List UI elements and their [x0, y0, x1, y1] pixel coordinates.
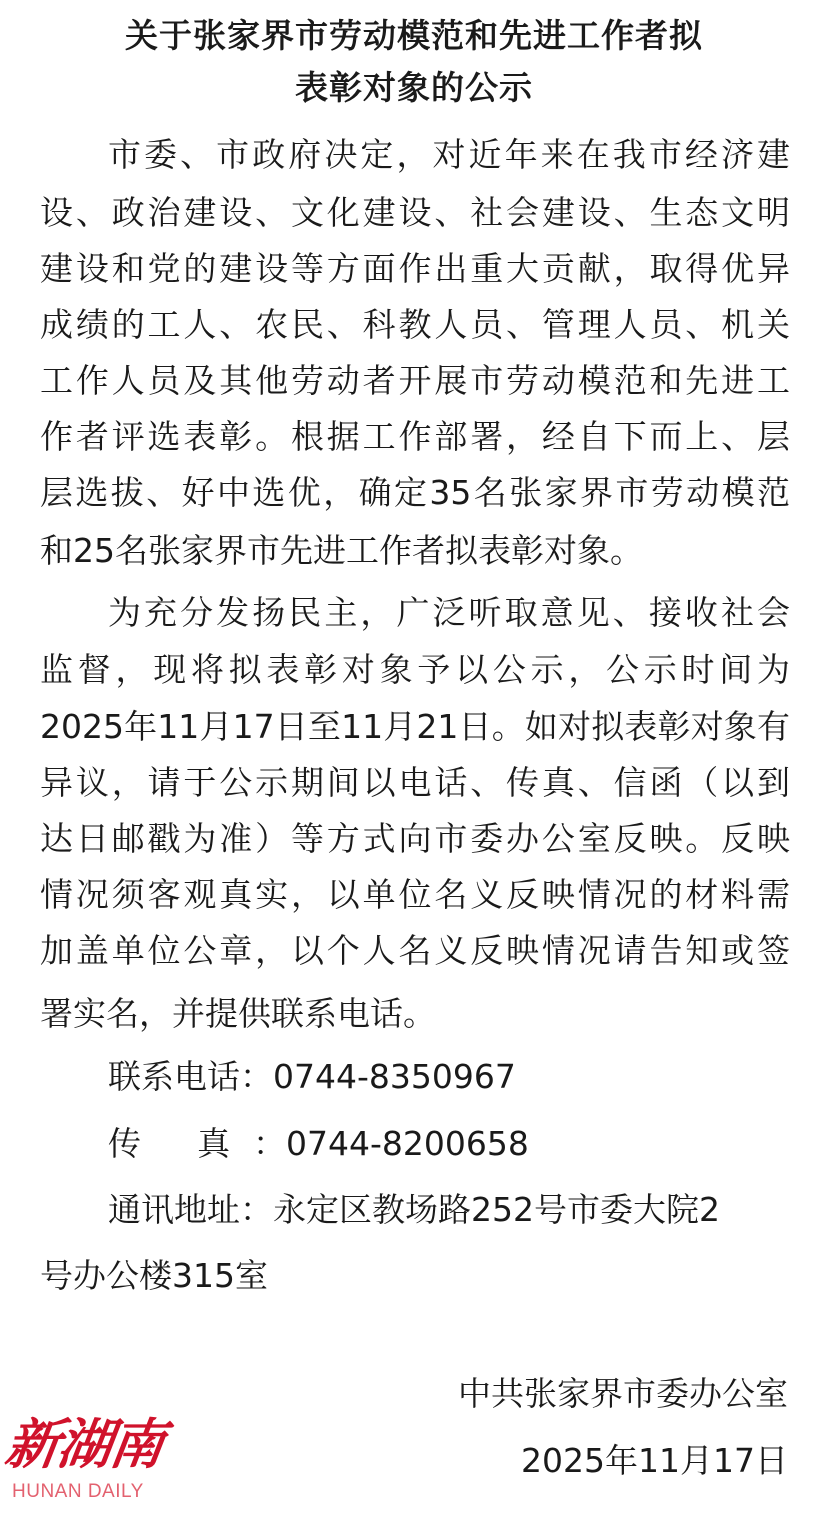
contact-phone — [108, 1057, 516, 1097]
logo-mark: 新湖南 — [1, 1412, 167, 1476]
paragraph-1-line: 成绩的工人、农民、科教人员、管理人员、机关 — [40, 305, 790, 344]
contact-address-line-1: 永定区教场路252号市委大院2 — [273, 1190, 720, 1229]
contact-phone-value: 0744-8350967 — [273, 1057, 516, 1096]
paragraph-1-line: 建设和党的建设等方面作出重大贡献，取得优异 — [40, 249, 790, 288]
paragraph-2-line: 加盖单位公章，以个人名义反映情况请告知或签 — [40, 931, 790, 970]
contact-address — [108, 1190, 720, 1230]
paragraph-1-line: 工作人员及其他劳动者开展市劳动模范和先进工 — [40, 361, 790, 400]
contact-address-label: 通讯地址： — [108, 1190, 273, 1229]
paragraph-1-line: 作者评选表彰。根据工作部署，经自下而上、层 — [40, 417, 790, 456]
paragraph-2-line: 2025年11月17日至11月21日。如对拟表彰对象有 — [40, 707, 790, 746]
paragraph-1-line: 层选拔、好中选优，确定35名张家界市劳动模范 — [40, 473, 790, 512]
paragraph-1-line: 设、政治建设、文化建设、社会建设、生态文明 — [40, 193, 790, 232]
contact-address-line-2: 号办公楼315室 — [40, 1256, 268, 1295]
paragraph-1-line: 和25名张家界市先进工作者拟表彰对象。 — [40, 531, 643, 570]
signature-date: 2025年11月17日 — [521, 1441, 788, 1480]
page-title-line-1: 关于张家界市劳动模范和先进工作者拟 — [125, 16, 703, 55]
paragraph-2-line: 监督，现将拟表彰对象予以公示，公示时间为 — [40, 650, 790, 689]
contact-fax — [108, 1124, 529, 1164]
contact-fax-value: 0744-8200658 — [286, 1124, 529, 1163]
paragraph-2-line: 署实名，并提供联系电话。 — [40, 994, 436, 1033]
page-title-line-2: 表彰对象的公示 — [295, 68, 533, 107]
contact-fax-label: 传 真： — [108, 1124, 287, 1163]
paragraph-2-line: 达日邮戳为准）等方式向市委办公室反映。反映 — [40, 819, 790, 858]
contact-phone-label: 联系电话： — [108, 1057, 273, 1096]
paragraph-2-line: 为充分发扬民主，广泛听取意见、接收社会 — [108, 593, 790, 632]
logo-subtitle: HUNAN DAILY — [12, 1481, 144, 1502]
signature-org: 中共张家界市委办公室 — [458, 1374, 788, 1413]
paragraph-1-line: 市委、市政府决定，对近年来在我市经济建 — [108, 135, 790, 174]
hunan-daily-logo — [1, 1412, 176, 1508]
paragraph-2-line: 异议，请于公示期间以电话、传真、信函（以到 — [40, 763, 790, 802]
paragraph-2-line: 情况须客观真实，以单位名义反映情况的材料需 — [40, 875, 790, 914]
